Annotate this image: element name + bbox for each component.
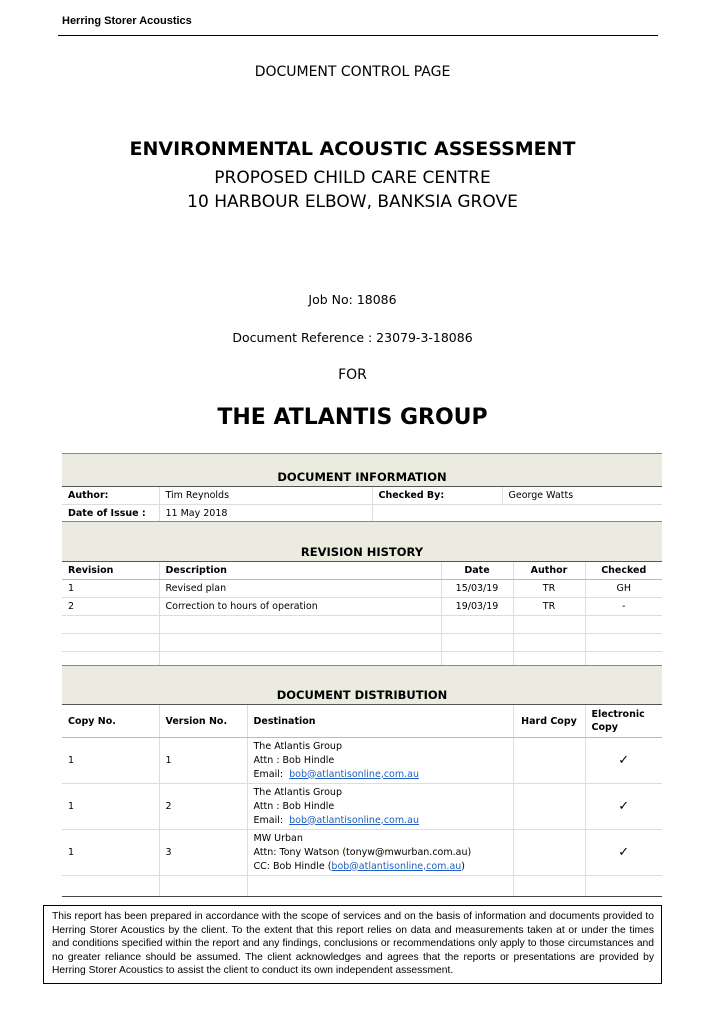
- version-number: 1: [159, 738, 247, 784]
- description-col-header: Description: [159, 562, 441, 580]
- table-row: [62, 784, 662, 830]
- table-row: [62, 738, 662, 784]
- revision-author: TR: [513, 598, 585, 616]
- checkmark-icon: ✓: [585, 784, 662, 830]
- document-reference: Document Reference : 23079-3-18086: [232, 330, 473, 345]
- copy-number: 1: [62, 738, 159, 784]
- revision-number: 1: [62, 580, 159, 598]
- hard-copy-cell: [513, 830, 585, 876]
- version-number: 2: [159, 784, 247, 830]
- destination-email-label: Email:: [253, 814, 290, 826]
- copy-number: 1: [62, 830, 159, 876]
- hard-copy-cell: [513, 738, 585, 784]
- client-name: THE ATLANTIS GROUP: [217, 405, 488, 430]
- destination-line: MW Urban: [253, 832, 303, 844]
- revision-checked: GH: [585, 580, 662, 598]
- checked-by-label: Checked By:: [372, 487, 502, 505]
- destination-line: The Atlantis Group: [253, 740, 342, 752]
- document-distribution-heading: DOCUMENT DISTRIBUTION: [62, 666, 662, 705]
- report-title: ENVIRONMENTAL ACOUSTIC ASSESSMENT: [129, 138, 576, 160]
- destination-cc-label: CC: Bob Hindle (: [253, 860, 332, 872]
- destination-attn: Attn : Bob Hindle: [253, 800, 335, 812]
- email-link[interactable]: bob@atlantisonline,com.au: [289, 814, 419, 826]
- date-col-header: Date: [441, 562, 513, 580]
- revision-history-table: [62, 521, 662, 670]
- revision-date: 15/03/19: [441, 580, 513, 598]
- disclaimer-box: This report has been prepared in accordance with the scope of services and on the basis of information and documents provided to Herring Storer Acoustics by the client. To the extent that this report relies on data and measurements taken at or under the times and conditions specified within the report and any findings, conclusions or recommendations only apply to those circumstances and no greater reliance should be assumed. The client acknowledges and agrees that the reports or presentations are provided by Herring Storer Acoustics to assist the client to conduct its own independent assessment.: [43, 905, 662, 984]
- destination-col-header: Destination: [247, 705, 513, 738]
- date-of-issue-label: Date of Issue :: [62, 505, 159, 523]
- version-number: 3: [159, 830, 247, 876]
- destination-cell: [247, 830, 513, 876]
- email-link[interactable]: bob@atlantisonline,com.au: [331, 860, 462, 872]
- document-information-table: [62, 453, 662, 523]
- hard-copy-cell: [513, 784, 585, 830]
- report-subtitle-1: PROPOSED CHILD CARE CENTRE: [214, 168, 491, 188]
- revision-description: Revised plan: [159, 580, 441, 598]
- email-link[interactable]: bob@atlantisonline,com.au: [289, 768, 419, 780]
- author-col-header: Author: [513, 562, 585, 580]
- revision-col-header: Revision: [62, 562, 159, 580]
- destination-attn: Attn : Bob Hindle: [253, 754, 335, 766]
- job-number: Job No: 18086: [308, 292, 397, 307]
- document-information-heading: DOCUMENT INFORMATION: [62, 454, 662, 487]
- checked-by-value: George Watts: [502, 487, 662, 505]
- table-row: [62, 830, 662, 876]
- author-value: Tim Reynolds: [159, 487, 372, 505]
- version-no-col-header: Version No.: [159, 705, 247, 738]
- table-row: [62, 580, 662, 598]
- report-subtitle-2: 10 HARBOUR ELBOW, BANKSIA GROVE: [187, 192, 518, 212]
- revision-checked: -: [585, 598, 662, 616]
- destination-cell: [247, 738, 513, 784]
- destination-email-suffix: ): [461, 860, 466, 872]
- destination-attn: Attn: Tony Watson (tonyw@mwurban.com.au): [253, 846, 472, 858]
- revision-date: 19/03/19: [441, 598, 513, 616]
- control-title: DOCUMENT CONTROL PAGE: [254, 64, 451, 80]
- for-label: FOR: [338, 367, 367, 383]
- author-label: Author:: [62, 487, 159, 505]
- date-of-issue-value: 11 May 2018: [159, 505, 372, 523]
- checkmark-icon: ✓: [585, 830, 662, 876]
- destination-line: The Atlantis Group: [253, 786, 342, 798]
- destination-cell: [247, 784, 513, 830]
- header-company: Herring Storer Acoustics: [62, 15, 192, 27]
- table-row: [62, 598, 662, 616]
- destination-email-label: Email:: [253, 768, 290, 780]
- hard-copy-col-header: Hard Copy: [513, 705, 585, 738]
- copy-no-col-header: Copy No.: [62, 705, 159, 738]
- revision-author: TR: [513, 580, 585, 598]
- revision-number: 2: [62, 598, 159, 616]
- revision-history-heading: REVISION HISTORY: [62, 522, 662, 562]
- copy-number: 1: [62, 784, 159, 830]
- checkmark-icon: ✓: [585, 738, 662, 784]
- document-distribution-table: [62, 665, 662, 897]
- checked-col-header: Checked: [585, 562, 662, 580]
- revision-description: Correction to hours of operation: [159, 598, 441, 616]
- electronic-copy-col-header: Electronic Copy: [585, 705, 662, 738]
- header-rule: [58, 35, 658, 36]
